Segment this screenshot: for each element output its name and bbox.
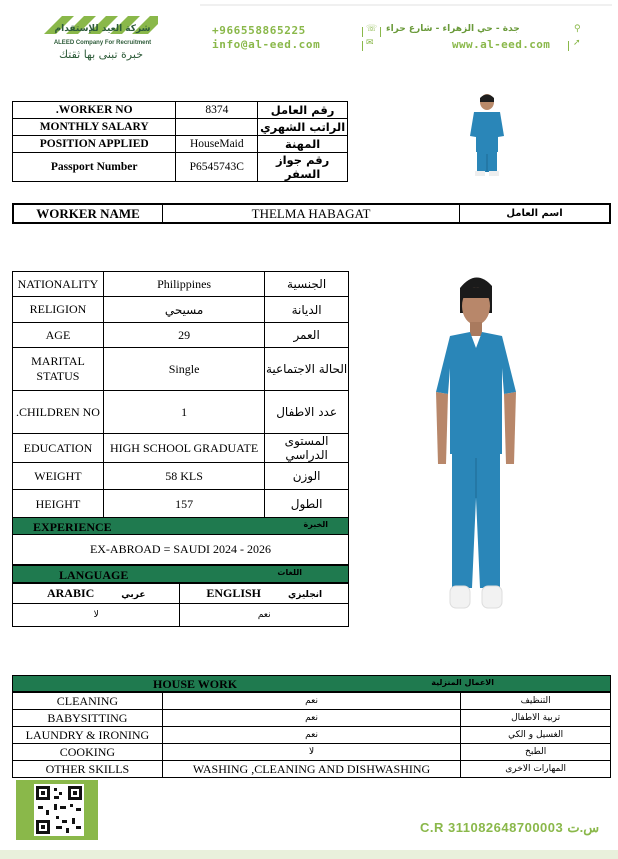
cooking-label: COOKING — [13, 744, 163, 761]
children-value: 1 — [103, 391, 264, 434]
education-label: EDUCATION — [13, 434, 104, 463]
babysitting-label: BABYSITTING — [13, 710, 163, 727]
passport-label: Passport Number — [13, 153, 176, 182]
table-row — [13, 584, 349, 604]
table-row — [13, 744, 611, 761]
worker-photo-small — [458, 92, 516, 178]
salary-label-ar: الراتب الشهري — [258, 119, 348, 136]
other-skills-label: OTHER SKILLS — [13, 761, 163, 778]
table-row — [13, 391, 349, 434]
marital-status-label-ar: الحالة الاجتماعية — [265, 348, 349, 391]
age-value: 29 — [103, 323, 264, 348]
children-label-ar: عدد الاطفال — [265, 391, 349, 434]
table-row — [13, 710, 611, 727]
worker-name-table — [12, 203, 611, 224]
experience-title: EXPERIENCE — [33, 520, 112, 534]
table-row — [13, 136, 348, 153]
housework-header — [12, 675, 611, 692]
table-row — [13, 693, 611, 710]
worker-name-label-ar: اسم العامل — [460, 204, 610, 223]
separator — [362, 41, 363, 51]
cleaning-label-ar: التنظيف — [461, 693, 611, 710]
other-skills-label-ar: المهارات الاخرى — [461, 761, 611, 778]
logo-slogan: خبرة تبنى بها ثقتك — [58, 48, 143, 61]
personal-details-table — [12, 271, 349, 519]
passport-label-ar: رقم جواز السفر — [258, 153, 348, 182]
experience-header — [12, 517, 349, 535]
qr-code[interactable] — [16, 780, 98, 840]
website-link[interactable]: www.al-eed.com — [452, 38, 551, 51]
language-header — [12, 565, 349, 583]
marital-status-label: MARITAL STATUS — [13, 348, 104, 391]
passport-value: P6545743C — [176, 153, 258, 182]
english-value: نعم — [180, 604, 349, 627]
logo-english-name: ALEED Company For Recruitment — [53, 40, 152, 46]
height-value: 157 — [103, 490, 264, 519]
education-label-ar: المستوى الدراسي — [265, 434, 349, 463]
footer-band — [0, 850, 618, 859]
other-skills-value: WASHING ,CLEANING AND DISHWASHING — [162, 761, 460, 778]
salary-value — [176, 119, 258, 136]
table-row — [13, 490, 349, 519]
table-row — [13, 297, 349, 323]
arabic-label: ARABIC — [46, 586, 95, 600]
language-title: LANGUAGE — [59, 568, 129, 582]
language-english-cell — [180, 584, 349, 604]
commercial-registration: C.R 311082648700003 س.ت — [420, 820, 600, 835]
table-row — [13, 272, 349, 297]
worker-info-table — [12, 101, 348, 182]
nationality-label: NATIONALITY — [13, 272, 104, 297]
whatsapp-icon: ☏ — [366, 24, 378, 34]
worker-name-label: WORKER NAME — [13, 204, 163, 223]
religion-label: RELIGION — [13, 297, 104, 323]
email-address[interactable]: info@al-eed.com — [212, 38, 321, 51]
cooking-label-ar: الطبخ — [461, 744, 611, 761]
language-arabic-cell — [13, 584, 180, 604]
table-row — [13, 463, 349, 490]
english-label-ar: انجليزي — [288, 590, 323, 600]
laundry-label: LAUNDRY & IRONING — [13, 727, 163, 744]
position-label-ar: المهنة — [258, 136, 348, 153]
separator — [568, 41, 569, 51]
religion-label-ar: الديانة — [265, 297, 349, 323]
children-label: .CHILDREN NO — [13, 391, 104, 434]
address-text: جدة - حي الزهراء - شارع حراء — [386, 24, 520, 34]
language-title-ar: اللغات — [277, 568, 302, 577]
height-label-ar: الطول — [265, 490, 349, 519]
experience-title-ar: الخبرة — [303, 520, 328, 529]
table-row — [13, 727, 611, 744]
experience-value: EX-ABROAD = SAUDI 2024 - 2026 — [12, 535, 349, 565]
worker-no-value: 8374 — [176, 102, 258, 119]
babysitting-label-ar: تربية الاطفال — [461, 710, 611, 727]
nationality-label-ar: الجنسية — [265, 272, 349, 297]
cleaning-value: نعم — [162, 693, 460, 710]
table-row — [13, 761, 611, 778]
age-label-ar: العمر — [265, 323, 349, 348]
table-row — [13, 604, 349, 627]
education-value: HIGH SCHOOL GRADUATE — [103, 434, 264, 463]
height-label: HEIGHT — [13, 490, 104, 519]
salary-label: MONTHLY SALARY — [13, 119, 176, 136]
weight-value: 58 KLS — [103, 463, 264, 490]
table-row — [13, 153, 348, 182]
worker-no-label: .WORKER NO — [13, 102, 176, 119]
housework-table — [12, 692, 611, 778]
cleaning-label: CLEANING — [13, 693, 163, 710]
position-value: HouseMaid — [176, 136, 258, 153]
location-pin-icon: ⚲ — [574, 24, 581, 34]
religion-value: مسيحي — [103, 297, 264, 323]
worker-photo-full — [420, 268, 530, 623]
cooking-value: لا — [162, 744, 460, 761]
nationality-value: Philippines — [103, 272, 264, 297]
worker-no-label-ar: رقم العامل — [258, 102, 348, 119]
envelope-icon: ✉ — [366, 38, 374, 48]
weight-label: WEIGHT — [13, 463, 104, 490]
separator — [380, 27, 381, 37]
housework-title: HOUSE WORK — [153, 677, 238, 691]
arabic-label-ar: عربي — [121, 590, 146, 600]
arabic-value: لا — [13, 604, 180, 627]
letterhead — [0, 0, 618, 75]
cursor-icon: ➚ — [573, 38, 581, 48]
table-row — [13, 348, 349, 391]
language-table — [12, 583, 349, 627]
english-label: ENGLISH — [206, 586, 261, 600]
position-label: POSITION APPLIED — [13, 136, 176, 153]
age-label: AGE — [13, 323, 104, 348]
table-row — [13, 204, 610, 223]
phone-number[interactable]: +966558865225 — [212, 24, 306, 37]
laundry-label-ar: الغسيل و الكي — [461, 727, 611, 744]
logo-arabic-name: شركة العيد للإستقدام — [54, 24, 151, 34]
housework-title-ar: الاعمال المنزلية — [431, 678, 494, 687]
weight-label-ar: الوزن — [265, 463, 349, 490]
table-row — [13, 119, 348, 136]
laundry-value: نعم — [162, 727, 460, 744]
worker-name-value: THELMA HABAGAT — [163, 204, 460, 223]
table-row — [13, 323, 349, 348]
table-row — [13, 102, 348, 119]
table-row — [13, 434, 349, 463]
babysitting-value: نعم — [162, 710, 460, 727]
marital-status-value: Single — [103, 348, 264, 391]
separator — [362, 27, 363, 37]
